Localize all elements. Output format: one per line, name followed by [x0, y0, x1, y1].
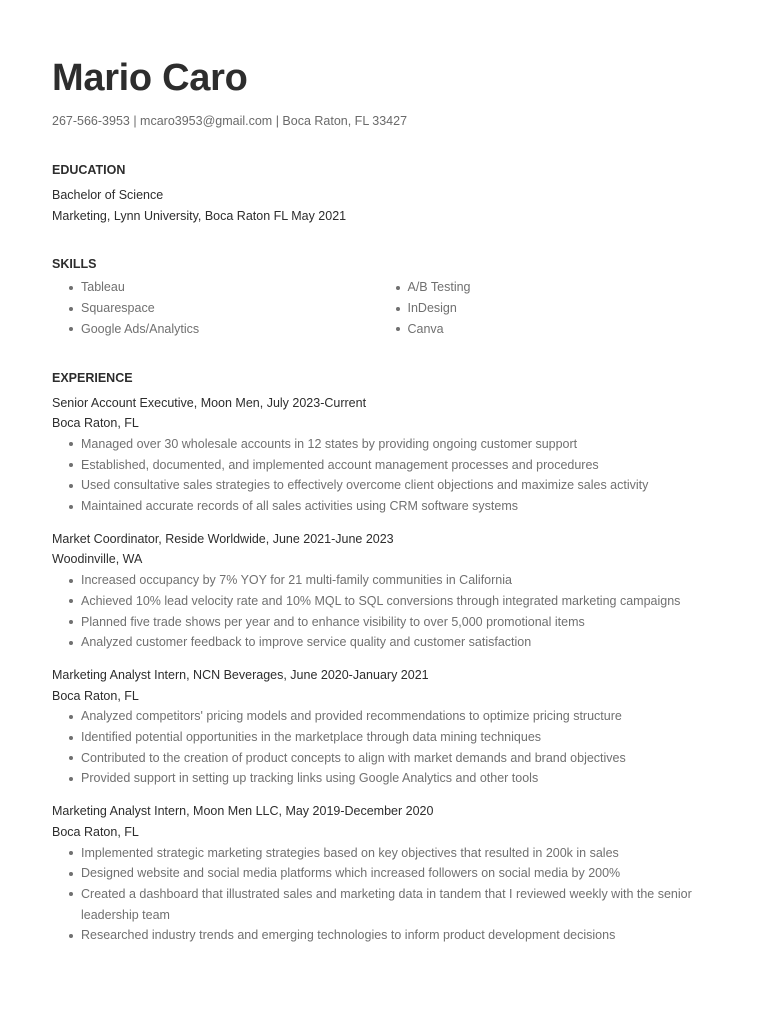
job-bullet [69, 863, 722, 884]
job-entry [52, 665, 722, 789]
job-bullet-text: Contributed to the creation of product concepts to align with market demands and brand objectives [81, 750, 626, 765]
job-bullet [69, 768, 722, 789]
bullet-dot-icon [69, 641, 73, 645]
bullet-dot-icon [69, 505, 73, 509]
job-bullet-text: Established, documented, and implemented account management processes and procedures [81, 457, 599, 472]
job-bullet-list [69, 434, 722, 517]
skills-column-right [396, 277, 723, 339]
job-bullet [69, 748, 722, 769]
bullet-dot-icon [69, 851, 73, 855]
job-bullets [52, 706, 722, 789]
experience-heading: EXPERIENCE [52, 370, 133, 385]
job-bullet [69, 570, 722, 591]
bullet-dot-icon [396, 307, 400, 311]
job-location: Boca Raton, FL [52, 416, 139, 431]
job-bullet [69, 455, 722, 476]
skill-item [396, 319, 723, 340]
job-bullet-list [69, 843, 722, 947]
job-bullet [69, 843, 722, 864]
job-heading: Senior Account Executive, Moon Men, July 2023-Current [52, 395, 367, 410]
resume-page [52, 54, 722, 946]
bullet-dot-icon [69, 599, 73, 603]
job-bullets [52, 843, 722, 947]
experience-section [52, 393, 722, 947]
job-entry [52, 529, 722, 653]
job-location: Woodinville, WA [52, 552, 143, 567]
job-entry [52, 393, 722, 517]
skills-heading: SKILLS [52, 257, 97, 272]
skill-item [396, 298, 723, 319]
skills-list-right [396, 277, 723, 339]
education-details: Marketing, Lynn University, Boca Raton FL May 2021 [52, 208, 347, 223]
job-bullet-text: Created a dashboard that illustrated sales and marketing data in tandem that I reviewed weekly with the senior leadership team [81, 886, 692, 922]
job-bullet [69, 612, 722, 633]
job-heading: Marketing Analyst Intern, NCN Beverages, June 2020-January 2021 [52, 667, 429, 682]
skill-item-text: Google Ads/Analytics [81, 321, 200, 336]
job-heading: Market Coordinator, Reside Worldwide, June 2021-June 2023 [52, 531, 394, 546]
bullet-dot-icon [69, 463, 73, 467]
bullet-dot-icon [396, 327, 400, 331]
job-bullet [69, 925, 722, 946]
job-bullet-text: Achieved 10% lead velocity rate and 10% MQL to SQL conversions through integrated marketing campaigns [81, 593, 681, 608]
job-location: Boca Raton, FL [52, 824, 139, 839]
job-bullet [69, 706, 722, 727]
job-bullet-text: Increased occupancy by 7% YOY for 21 multi-family communities in California [81, 573, 512, 588]
job-bullet [69, 591, 722, 612]
job-bullet [69, 434, 722, 455]
job-bullets [52, 434, 722, 517]
skill-item-text: Canva [407, 321, 444, 336]
skill-item [396, 277, 723, 298]
job-bullet-text: Analyzed competitors' pricing models and provided recommendations to optimize pricing structure [81, 709, 622, 724]
job-bullet [69, 496, 722, 517]
job-heading: Marketing Analyst Intern, Moon Men LLC, May 2019-December 2020 [52, 804, 434, 819]
job-bullet [69, 475, 722, 496]
bullet-dot-icon [69, 442, 73, 446]
job-bullet [69, 884, 722, 925]
job-bullet-text: Identified potential opportunities in the marketplace through data mining techniques [81, 730, 542, 745]
bullet-dot-icon [69, 620, 73, 624]
job-bullet [69, 727, 722, 748]
bullet-dot-icon [69, 872, 73, 876]
skill-item [69, 277, 396, 298]
skill-item-text: A/B Testing [407, 280, 471, 295]
skills-section [52, 277, 722, 339]
bullet-dot-icon [69, 934, 73, 938]
candidate-name: Mario Caro [52, 57, 248, 99]
bullet-dot-icon [396, 286, 400, 290]
skill-item [69, 319, 396, 340]
education-section [52, 185, 722, 226]
bullet-dot-icon [69, 484, 73, 488]
degree: Bachelor of Science [52, 188, 164, 202]
job-bullet-text: Planned five trade shows per year and to enhance visibility to over 5,000 promotional items [81, 614, 585, 629]
job-location: Boca Raton, FL [52, 688, 139, 703]
skill-item-text: Squarespace [81, 301, 155, 316]
skill-item-text: InDesign [407, 301, 457, 316]
job-bullet [69, 632, 722, 653]
job-bullet-text: Provided support in setting up tracking links using Google Analytics and other tools [81, 771, 539, 786]
skill-item [69, 298, 396, 319]
bullet-dot-icon [69, 715, 73, 719]
job-bullet-list [69, 570, 722, 653]
education-heading: EDUCATION [52, 163, 126, 177]
job-bullet-text: Implemented strategic marketing strategies based on key objectives that resulted in 200k in sales [81, 845, 619, 860]
job-bullet-list [69, 706, 722, 789]
job-bullet-text: Maintained accurate records of all sales activities using CRM software systems [81, 499, 518, 514]
job-bullet-text: Designed website and social media platforms which increased followers on social media by 200% [81, 866, 621, 881]
skill-item-text: Tableau [81, 280, 125, 295]
job-bullet-text: Used consultative sales strategies to effectively overcome client objections and maximize sales activity [81, 478, 649, 493]
job-bullet-text: Analyzed customer feedback to improve service quality and customer satisfaction [81, 635, 532, 650]
bullet-dot-icon [69, 756, 73, 760]
bullet-dot-icon [69, 736, 73, 740]
bullet-dot-icon [69, 307, 73, 311]
skills-column-left [69, 277, 396, 339]
bullet-dot-icon [69, 286, 73, 290]
job-entry [52, 801, 722, 946]
bullet-dot-icon [69, 327, 73, 331]
job-bullet-text: Managed over 30 wholesale accounts in 12 states by providing ongoing customer support [81, 436, 578, 451]
bullet-dot-icon [69, 579, 73, 583]
skills-list-left [69, 277, 396, 339]
job-bullet-text: Researched industry trends and emerging technologies to inform product development decisions [81, 928, 616, 943]
job-bullets [52, 570, 722, 653]
bullet-dot-icon [69, 777, 73, 781]
contact-info: 267-566-3953 | mcaro3953@gmail.com | Boca Raton, FL 33427 [52, 114, 408, 128]
bullet-dot-icon [69, 892, 73, 896]
